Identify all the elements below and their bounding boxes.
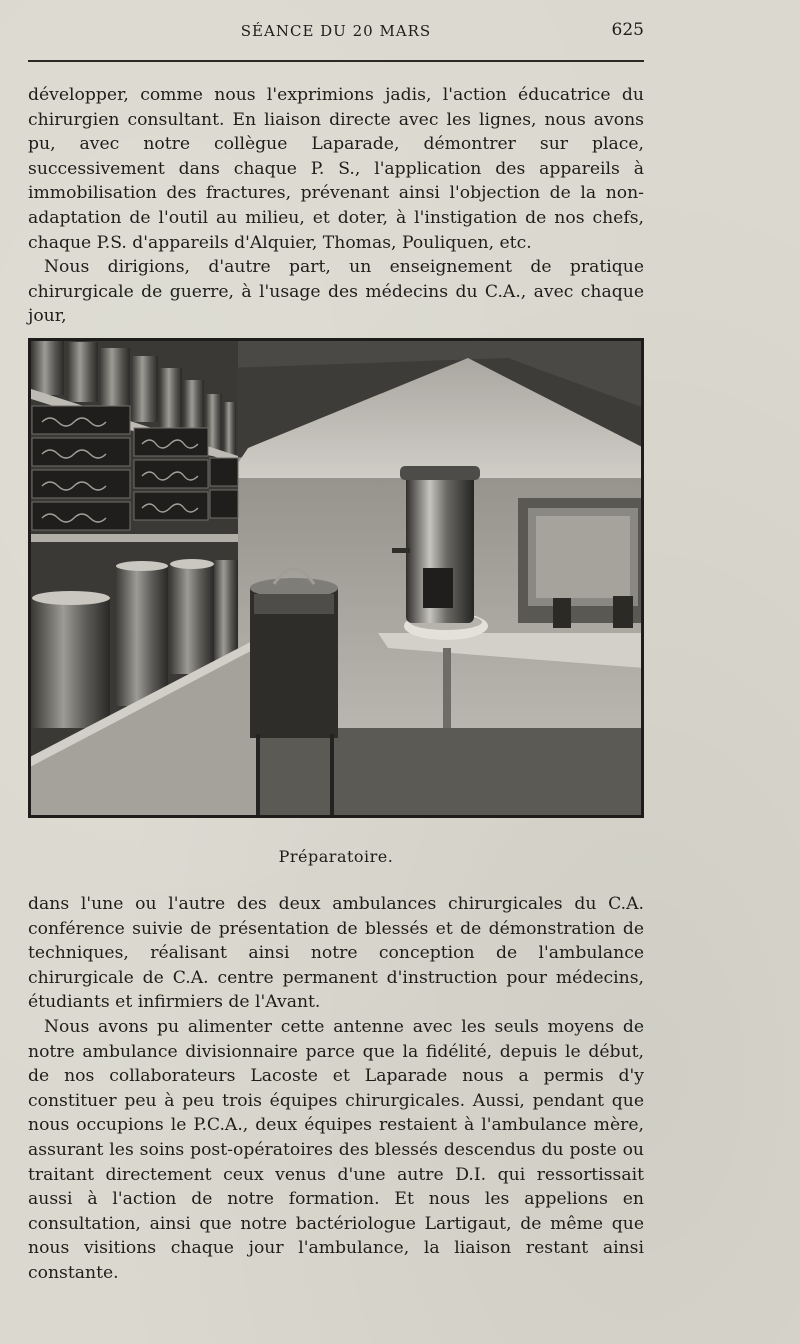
paragraph: Nous dirigions, d'autre part, un enseignement de pratique chirurgicale de guerre, à l'usage des médecins du C.A., avec chaque jour, [28,257,644,327]
photograph-preparatoire [28,338,644,818]
paragraph: dans l'une ou l'autre des deux ambulances chirurgicales du C.A. conférence suivie de présentation de blessés et de démonstration de techniques, réalisant ainsi notre conception de l'ambulance chirurgicale de C.A. centre permanent d'instruction pour médecins, étudiants et infirmiers de l'Avant. [28,894,644,1013]
running-title: SÉANCE DU 20 MARS [240,22,432,40]
paragraph: développer, comme nous l'exprimions jadis, l'action éducatrice du chirurgien consultant. En liaison directe avec les lignes, nous avons pu, avec notre collègue Laparade, démontrer sur place, successivement dans chaque P. S., l'application des appareils à immobilisation des fractures, prévenant ainsi l'objection de la non-adaptation de l'outil au milieu, et doter, à l'instigation de nos chefs, chaque P.S. d'appareils d'Alquier, Thomas, Pouliquen, etc. [28,85,644,253]
photograph-drawing [28,338,644,818]
body-text-bottom [28,892,644,1286]
paragraph: Nous avons pu alimenter cette antenne avec les seuls moyens de notre ambulance divisionnaire parce que la fidélité, depuis le début, de nos collaborateurs Lacoste et Laparade nous a permis d'y constituer peu à peu trois équipes chirurgicales. Aussi, pendant que nous occupions le P.C.A., deux équipes restaient à l'ambulance mère, assurant les soins post-opératoires des blessés descendus du poste ou traitant directement ceux venus d'une autre D.I. qui ressortissait aussi à l'action de notre formation. Et nous les appelions en consultation, ainsi que notre bactériologue Lartigaut, de même que nous visitions chaque jour l'ambulance, la liaison restant ainsi constante. [28,1016,644,1283]
running-head [28,18,644,46]
page-number: 625 [611,20,644,40]
figure-caption: Préparatoire. [278,847,394,866]
header-rule [28,60,644,62]
body-text-top [28,83,644,329]
